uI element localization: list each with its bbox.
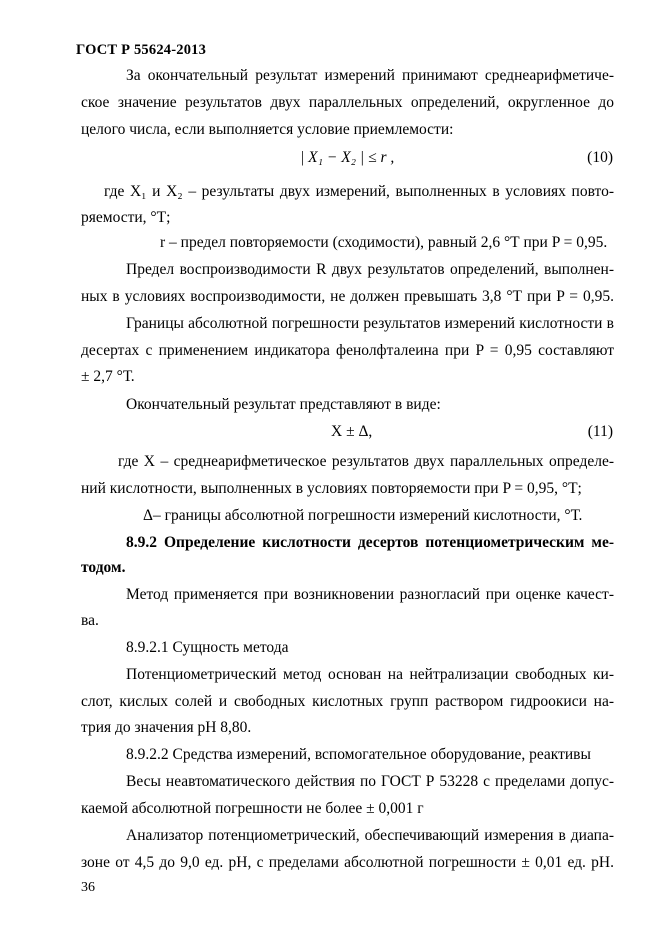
page-number: 36: [81, 880, 95, 895]
text-line: где X – среднеарифметическое результатов двух параллельных определе-: [118, 453, 614, 470]
subsection-heading: 8.9.2.1 Сущность метода: [126, 639, 289, 656]
equation-10: | X₁ − X₂ | ≤ r ,: [300, 149, 395, 166]
text-line: Метод применяется при возникновении разногласий при оценке качест-: [126, 586, 614, 603]
text-line: зоне от 4,5 до 9,0 ед. pH, с пределами абсолютной погрешности ± 0,01 ед. pH.: [81, 854, 614, 871]
text-line: ных в условиях воспроизводимости, не должен превышать 3,8 °Т при P = 0,95.: [81, 288, 614, 305]
text-line: За окончательный результат измерений принимают среднеарифметиче-: [126, 67, 614, 84]
text-line: где X₁ и X₂ – результаты двух измерений, выполненных в условиях повто-: [104, 183, 614, 200]
text-line: Окончательный результат представляют в виде:: [126, 396, 441, 413]
text-line: Δ– границы абсолютной погрешности измерений кислотности, °Т.: [143, 507, 583, 524]
text-line: целого числа, если выполняется условие приемлемости:: [81, 121, 454, 138]
document-header: ГОСТ Р 55624-2013: [76, 42, 207, 58]
text-line: ряемости, °Т;: [81, 209, 171, 226]
text-line: Анализатор потенциометрический, обеспечивающий измерения в диапа-: [126, 827, 614, 844]
text-line: Границы абсолютной погрешности результатов измерений кислотности в: [126, 315, 614, 332]
text-line: десертах с применением индикатора фенолфталеина при P = 0,95 составляют: [81, 342, 614, 359]
text-line: слот, кислых солей и свободных кислотных групп раствором гидроокиси на-: [81, 693, 614, 710]
equation-number: (10): [587, 149, 613, 166]
text-line: ± 2,7 °Т.: [81, 368, 135, 385]
equation-11: X ± Δ,: [331, 423, 373, 440]
subsection-heading: 8.9.2.2 Средства измерений, вспомогательное оборудование, реактивы: [126, 746, 591, 763]
text-line: Весы неавтоматического действия по ГОСТ Р 53228 с пределами допус-: [126, 773, 614, 790]
equation-number: (11): [587, 423, 613, 440]
text-line: ва.: [81, 612, 99, 629]
section-heading: тодом.: [81, 559, 126, 576]
section-heading: 8.9.2 Определение кислотности десертов потенциометрическим ме-: [126, 534, 614, 551]
text-line: ское значение результатов двух параллельных определений, округленное до: [81, 94, 614, 111]
text-line: Потенциометрический метод основан на нейтрализации свободных ки-: [126, 666, 614, 683]
text-line: каемой абсолютной погрешности не более ± 0,001 г: [81, 800, 424, 817]
text-line: r – предел повторяемости (сходимости), равный 2,6 °Т при P = 0,95.: [160, 234, 608, 251]
text-line: ний кислотности, выполненных в условиях повторяемости при P = 0,95, °Т;: [81, 480, 582, 497]
text-line: Предел воспроизводимости R двух результатов определений, выполнен-: [126, 261, 614, 278]
text-line: трия до значения pH 8,80.: [81, 719, 252, 736]
